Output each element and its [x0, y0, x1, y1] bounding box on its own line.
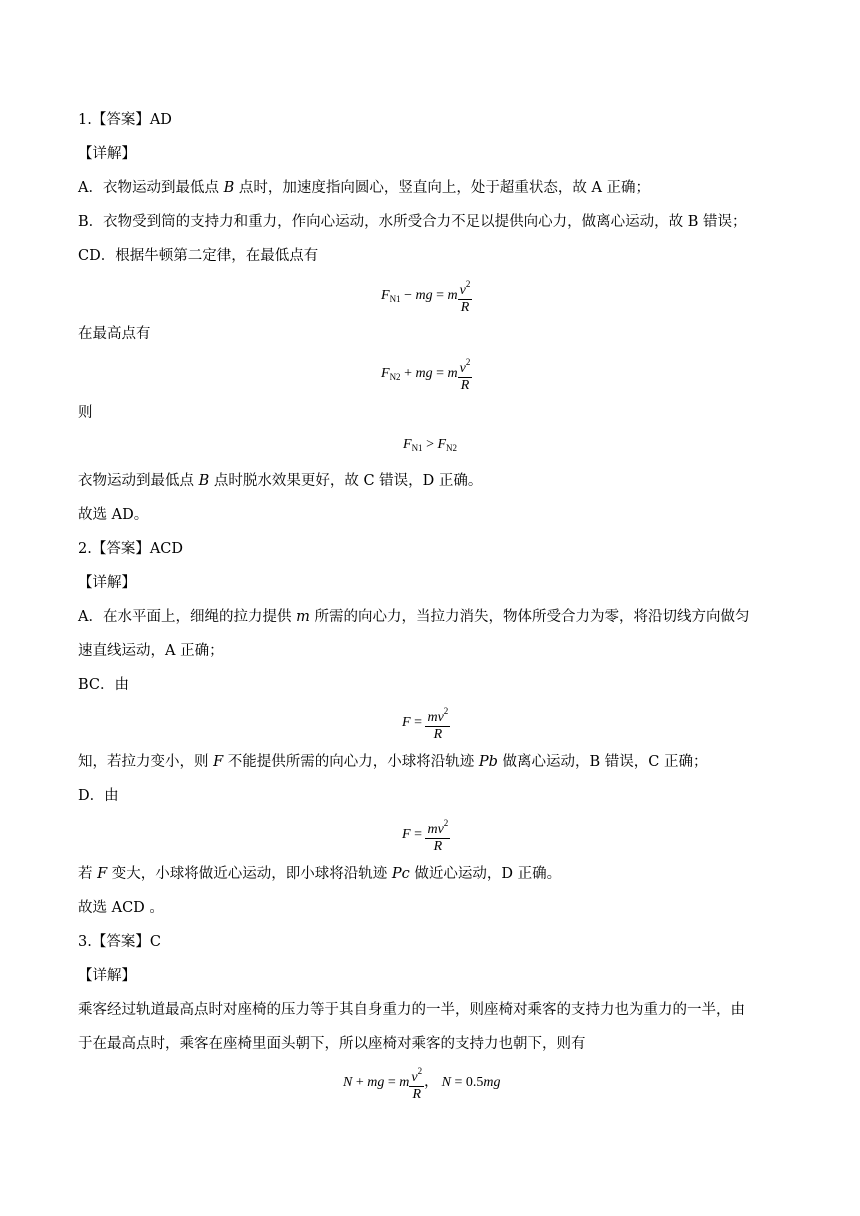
q1-option-a-text: A．衣物运动到最低点 B 点时，加速度指向圆心，竖直向上，处于超重状态，故 A 正确；	[78, 180, 651, 196]
q1-conclusion-text: 衣物运动到最低点 B 点时脱水效果更好，故 C 错误，D 正确。	[78, 473, 483, 489]
q1-choose-text: 故选 AD。	[78, 507, 149, 523]
q2-detail-heading: 【详解】	[78, 575, 136, 591]
q1-equation-lowest-point: $F_{N1}$ − mg = m $\frac{v^2}{R}$	[381, 276, 472, 316]
q1-answer-heading: 1.【答案】AD	[78, 112, 172, 128]
q2-equation-force-2: F = $\frac{mv^2}{R}$	[402, 815, 450, 855]
q1-then-text: 则	[78, 405, 93, 421]
q2-option-bc-text: BC．由	[78, 677, 130, 693]
q3-text-line2: 于在最高点时，乘客在座椅里面头朝下，所以座椅对乘客的支持力也朝下，则有	[78, 1036, 586, 1052]
q2-option-a-text-line1: A．在水平面上，细绳的拉力提供 m 所需的向心力，当拉力消失，物体所受合力为零，将沿切线方向做匀	[78, 609, 750, 625]
q2-option-d-text: D．由	[78, 788, 119, 804]
q2-choose-text: 故选 ACD 。	[78, 900, 164, 916]
q3-equation: N + mg = m $\frac{v^2}{R}$ ， N = 0.5mg	[343, 1063, 501, 1103]
q3-answer-heading: 3.【答案】C	[78, 934, 161, 950]
q2-answer-heading: 2.【答案】ACD	[78, 541, 184, 557]
q1-detail-heading: 【详解】	[78, 146, 136, 162]
q2-know-text: 知，若拉力变小，则 F 不能提供所需的向心力，小球将沿轨迹 Pb 做离心运动，B 错误，C 正确；	[78, 754, 708, 770]
q1-option-cd-text: CD．根据牛顿第二定律，在最低点有	[78, 248, 319, 264]
q1-option-b-text: B．衣物受到筒的支持力和重力，作向心运动，水所受合力不足以提供向心力，做离心运动，故 B 错误；	[78, 214, 747, 230]
q2-if-text: 若 F 变大，小球将做近心运动，即小球将沿轨迹 Pc 做近心运动，D 正确。	[78, 866, 562, 882]
q2-option-a-text-line2: 速直线运动，A 正确；	[78, 643, 224, 659]
q3-text-line1: 乘客经过轨道最高点时对座椅的压力等于其自身重力的一半，则座椅对乘客的支持力也为重力的一半，由	[78, 1002, 745, 1018]
q1-top-point-text: 在最高点有	[78, 326, 151, 342]
q1-equation-highest-point: $F_{N2}$ + mg = m $\frac{v^2}{R}$	[381, 354, 472, 394]
q3-detail-heading: 【详解】	[78, 968, 136, 984]
q1-inequality: $F_{N1} > F_{N2}$	[403, 437, 458, 453]
q2-equation-force-1: F = $\frac{mv^2}{R}$	[402, 703, 450, 743]
